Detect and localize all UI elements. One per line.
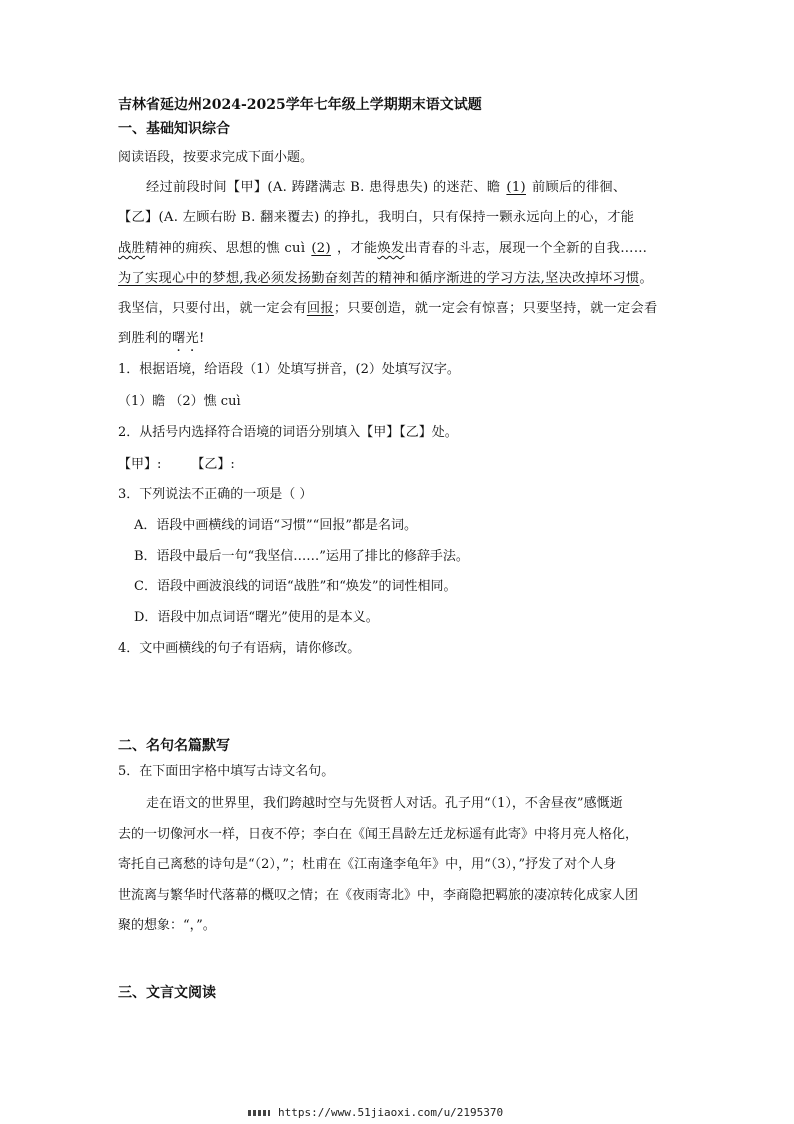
- passage-text: 到胜利的: [118, 331, 172, 346]
- passage-text: ；只要创造，就一定会有惊喜；只要坚持，就一定会看: [333, 301, 658, 316]
- answer-jia-label: 【甲】:: [118, 457, 162, 472]
- dotted-char-shu: 曙: [171, 331, 186, 346]
- passage-text: 出青春的斗志，展现一个全新的自我……: [404, 241, 648, 256]
- underlined-word-xiguan: 习惯: [612, 271, 640, 286]
- site-logo-icon: [248, 1110, 270, 1116]
- footer-url[interactable]: https://www.51jiaoxi.com/u/2195370: [278, 1106, 504, 1119]
- passage-text: 经过前段时间【甲】(A. 踌躇满志 B. 患得患失) 的迷茫、瞻: [146, 180, 501, 195]
- underlined-word-huibao: 回报: [306, 301, 334, 316]
- wavy-word-huanfa: 焕发: [377, 241, 405, 256]
- question-3-option-a: A．语段中画横线的词语“习惯”“回报”都是名词。: [134, 518, 417, 533]
- poem-paragraph-line-1: 走在语文的世界里，我们跨越时空与先贤哲人对话。孔子用“（1），不舍昼夜”感慨逝: [146, 796, 623, 811]
- section-1-instruction: 阅读语段，按要求完成下面小题。: [118, 150, 314, 165]
- blank-2: (2): [311, 241, 331, 256]
- section-2-heading: 二、名句名篇默写: [118, 738, 230, 754]
- passage-text: 精神的痈疾、思想的憔 cuì: [144, 241, 306, 256]
- page-title: 吉林省延边州2024-2025学年七年级上学期期末语文试题: [118, 97, 482, 113]
- poem-paragraph-line-2: 去的一切像河水一样，日夜不停；李白在《闻王昌龄左迁龙标遥有此寄》中将月亮人格化，: [118, 827, 639, 842]
- poem-paragraph-line-3: 寄托自己离愁的诗句是“（2），”；杜甫在《江南逢李龟年》中，用“（3），”抒发了对个人身: [118, 857, 617, 872]
- poem-paragraph-line-4: 世流离与繁华时代落幕的概叹之情；在《夜雨寄北》中，李商隐把羁旅的凄凉转化成家人团: [118, 888, 639, 903]
- question-2: 2．从括号内选择符合语境的词语分别填入【甲】【乙】处。: [118, 425, 458, 440]
- question-2-answer: [118, 453, 235, 472]
- passage-text: !: [198, 331, 205, 346]
- passage-line-6: [118, 327, 205, 346]
- poem-paragraph-line-5: 聚的想象：“，”。: [118, 918, 216, 933]
- passage-text: 前顾后的徘徊、: [531, 180, 627, 195]
- passage-text: 。: [639, 271, 654, 286]
- question-5: 5．在下面田字格中填写古诗文名句。: [118, 764, 335, 779]
- passage-line-2: 【乙】(A. 左顾右盼 B. 翻来覆去) 的挣扎，我明白，只有保持一颗永远向上的心，才能: [118, 210, 635, 225]
- passage-line-3: [118, 237, 647, 256]
- dotted-char-guang: 光: [185, 331, 199, 346]
- question-3-option-c: C．语段中画波浪线的词语“战胜”和“焕发”的词性相同。: [134, 579, 457, 594]
- question-3-option-d: D．语段中加点词语“曙光”使用的是本义。: [134, 610, 379, 625]
- wavy-word-zhansheng: 战胜: [118, 241, 145, 256]
- blank-1: (1): [506, 180, 526, 195]
- question-3: 3．下列说法不正确的一项是（ ）: [118, 487, 313, 502]
- underlined-sentence: 为了实现心中的梦想,我必须发扬勤奋刻苦的精神和循序渐进的学习方法,坚决改掉坏: [118, 271, 613, 286]
- question-3-option-b: B．语段中最后一句“我坚信……”运用了排比的修辞手法。: [134, 549, 469, 564]
- answer-yi-label: 【乙】:: [191, 457, 235, 472]
- question-4: 4．文中画横线的句子有语病，请你修改。: [118, 641, 361, 656]
- passage-text: ，才能: [336, 241, 378, 256]
- footer-watermark: [248, 1106, 503, 1119]
- section-3-heading: 三、文言文阅读: [118, 985, 216, 1001]
- section-1-heading: 一、基础知识综合: [118, 121, 230, 137]
- question-1-answer: （1）瞻 （2）憔 cuì: [118, 394, 241, 409]
- question-1: 1．根据语境，给语段（1）处填写拼音，(2）处填写汉字。: [118, 362, 460, 377]
- passage-line-4: [118, 267, 653, 286]
- passage-line-1: [146, 176, 626, 195]
- passage-text: 我坚信，只要付出，就一定会有: [118, 301, 307, 316]
- passage-line-5: [118, 297, 658, 316]
